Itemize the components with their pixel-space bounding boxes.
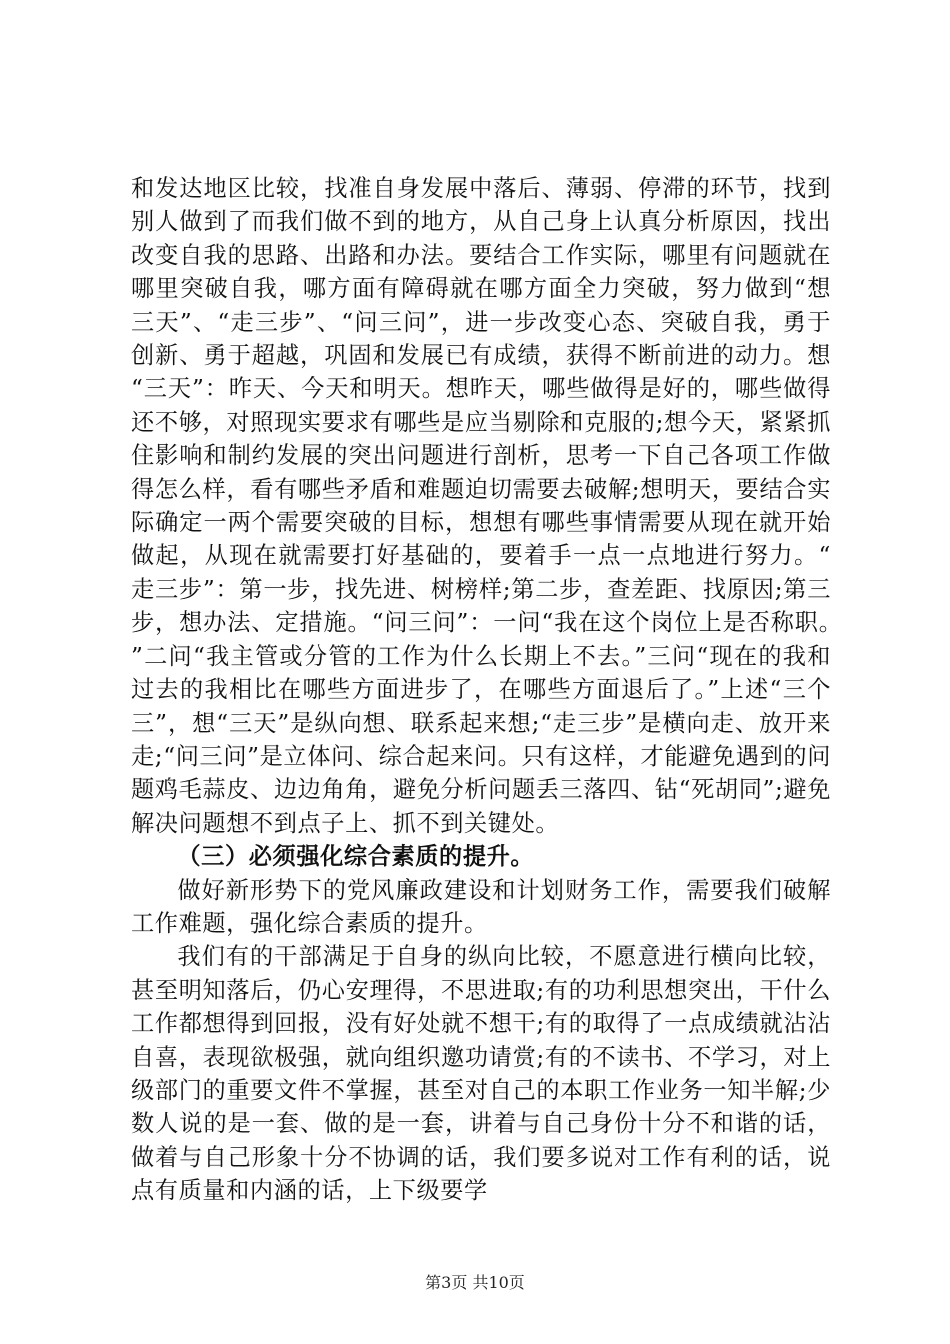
paragraph-continuation: 和发达地区比较，找准自身发展中落后、薄弱、停滞的环节，找到别人做到了而我们做不到的地方，从自己身上认真分析原因，找出改变自我的思路、出路和办法。要结合工作实际，哪里有问题就在哪里突破自我，哪方面有障碍就在哪方面全力突破，努力做到“想三天”、“走三步”、“问三问”，进一步改变心态、突破自我，勇于创新、勇于超越，巩固和发展已有成绩，获得不断前进的动力。想“三天”：昨天、今天和明天。想昨天，哪些做得是好的，哪些做得还不够，对照现实要求有哪些是应当剔除和克服的;想今天，紧紧抓住影响和制约发展的突出问题进行剖析，思考一下自己各项工作做得怎么样，看有哪些矛盾和难题迫切需要去破解;想明天，要结合实际确定一两个需要突破的目标，想想有哪些事情需要从现在就开始做起，从现在就需要打好基础的，要着手一点一点地进行努力。“走三步”：第一步，找先进、树榜样;第二步，查差距、找原因;第三步，想办法、定措施。“问三问”：一问“我在这个岗位上是否称职。”二问“我主管或分管的工作为什么长期上不去。”三问“现在的我和过去的我相比在哪些方面进步了，在哪些方面退后了。”上述“三个三”，想“三天”是纵向想、联系起来想;“走三步”是横向走、放开来走;“问三问”是立体问、综合起来问。只有这样，才能避免遇到的问题鸡毛蒜皮、边边角角，避免分析问题丢三落四、钻“死胡同”;避免解决问题想不到点子上、抓不到关键处。: [131, 175, 831, 837]
paragraph-problems: 我们有的干部满足于自身的纵向比较，不愿意进行横向比较，甚至明知落后，仍心安理得，不思进取;有的功利思想突出，干什么工作都想得到回报，没有好处就不想干;有的取得了一点成绩就沾沾自喜，表现欲极强，就向组织邀功请赏;有的不读书、不学习，对上级部门的重要文件不掌握，甚至对自己的本职工作业务一知半解;少数人说的是一套、做的是一套，讲着与自己身份十分不和谐的话，做着与自己形象十分不协调的话，我们要多说对工作有利的话，说点有质量和内涵的话，上下级要学: [131, 943, 831, 1205]
section-heading: （三）必须强化综合素质的提升。: [177, 843, 535, 871]
page-footer: 第3页 共10页: [425, 1273, 525, 1292]
paragraph-intro: 做好新形势下的党风廉政建设和计划财务工作，需要我们破解工作难题，强化综合素质的提升。: [131, 876, 831, 937]
document-body: [131, 172, 831, 1208]
